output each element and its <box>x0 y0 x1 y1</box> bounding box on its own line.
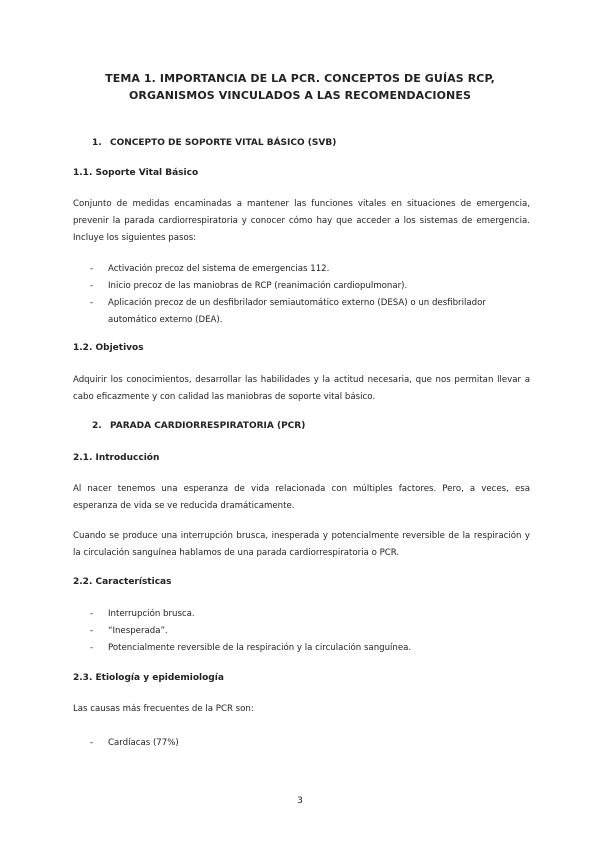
subsection-2-1-paragraph-2: Cuando se produce una interrupción brusca, inesperada y potencialmente reversible de la respiración y la circulación sanguínea hablamos de una parada cardiorrespiratoria o PCR. <box>73 531 530 558</box>
list-item <box>90 295 530 329</box>
bullet-dash: - <box>90 626 94 636</box>
list-item-text: “Inesperada”. <box>108 626 168 636</box>
list-item <box>90 623 530 640</box>
section-1-number: 1. <box>92 138 102 148</box>
list-item <box>90 261 530 278</box>
subsection-2-2-heading: 2.2. Características <box>73 577 172 587</box>
subsection-2-1-heading: 2.1. Introducción <box>73 453 160 463</box>
bullet-dash: - <box>90 281 94 291</box>
section-1-heading: CONCEPTO DE SOPORTE VITAL BÁSICO (SVB) <box>110 138 337 148</box>
list-item <box>90 606 530 623</box>
list-item-text: Interrupción brusca. <box>108 609 195 619</box>
bullet-dash: - <box>90 264 94 274</box>
subsection-1-2-paragraph: Adquirir los conocimientos, desarrollar las habilidades y la actitud necesaria, que nos permitan llevar a cabo eficazmente y con calidad las maniobras de soporte vital básico. <box>73 375 530 402</box>
list-item-text: Potencialmente reversible de la respiración y la circulación sanguínea. <box>108 643 412 653</box>
subsection-2-3-paragraph: Las causas más frecuentes de la PCR son: <box>73 704 254 714</box>
subsection-1-2-heading: 1.2. Objetivos <box>73 343 144 353</box>
subsection-1-1-paragraph: Conjunto de medidas encaminadas a mantener las funciones vitales en situaciones de emergencia, prevenir la parada cardiorrespiratoria y conocer cómo hay que acceder a los sistemas de emergencia. Incluye los siguientes pasos: <box>73 199 530 243</box>
section-2-number: 2. <box>92 421 102 431</box>
document-title: TEMA 1. IMPORTANCIA DE LA PCR. CONCEPTOS DE GUÍAS RCP, ORGANISMOS VINCULADOS A LAS RECOMENDACIONES <box>105 72 495 102</box>
bullet-dash: - <box>90 298 94 308</box>
list-item <box>90 278 530 295</box>
bullet-dash: - <box>90 738 94 748</box>
bullet-dash: - <box>90 609 94 619</box>
section-2-heading: PARADA CARDIORRESPIRATORIA (PCR) <box>110 421 306 431</box>
subsection-1-1-heading: 1.1. Soporte Vital Básico <box>73 168 199 178</box>
page-number: 3 <box>297 796 303 806</box>
list-item <box>90 735 530 752</box>
list-item-text: Aplicación precoz de un desfibrilador semiautomático externo (DESA) o un desfibrilador automático externo (DEA). <box>108 298 486 325</box>
list-item-text: Inicio precoz de las maniobras de RCP (reanimación cardiopulmonar). <box>108 281 408 291</box>
subsection-2-3-heading: 2.3. Etiología y epidemiología <box>73 673 224 683</box>
bullet-dash: - <box>90 643 94 653</box>
subsection-2-3-list <box>90 735 530 752</box>
list-item <box>90 640 530 657</box>
list-item-text: Activación precoz del sistema de emergencias 112. <box>108 264 330 274</box>
subsection-1-1-list <box>90 261 530 329</box>
subsection-2-1-paragraph-1: Al nacer tenemos una esperanza de vida relacionada con múltiples factores. Pero, a veces, esa esperanza de vida se ve reducida dramáticamente. <box>73 484 530 511</box>
subsection-2-2-list <box>90 606 530 657</box>
list-item-text: Cardíacas (77%) <box>108 738 179 748</box>
